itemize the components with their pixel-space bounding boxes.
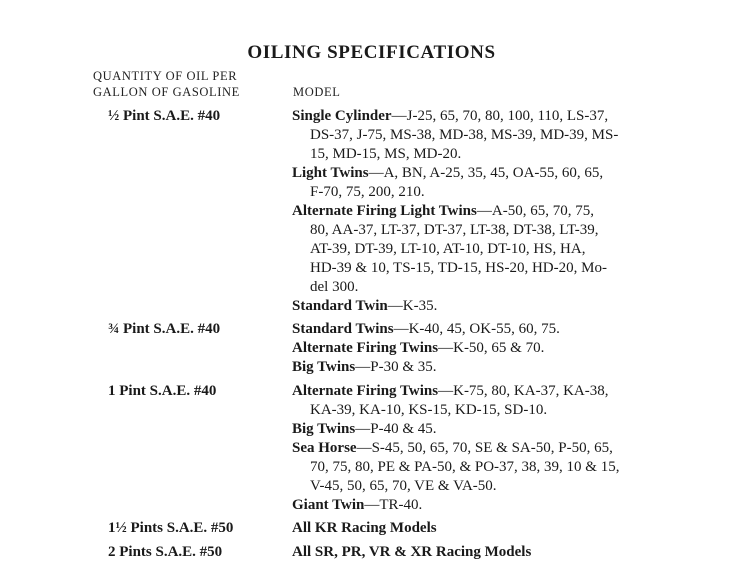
model-line: HD-39 & 10, TS-15, TD-15, HS-20, HD-20, Mo-: [310, 260, 607, 276]
model-numbers: —P-40 & 45.: [355, 421, 437, 437]
model-line: [292, 382, 692, 401]
model-list: [292, 519, 692, 538]
oil-quantity: 1½ Pints S.A.E. #50: [108, 520, 234, 536]
model-line: V-45, 50, 65, 70, VE & VA-50.: [310, 478, 497, 494]
model-entry: [292, 297, 692, 316]
model-numbers: —S-45, 50, 65, 70, SE & SA-50, P-50, 65,: [356, 440, 613, 456]
model-entry: [292, 164, 692, 202]
model-numbers: —A, BN, A-25, 35, 45, OA-55, 60, 65,: [368, 165, 604, 181]
page-title: OILING SPECIFICATIONS: [247, 42, 496, 63]
model-family-label: All SR, PR, VR & XR Racing Models: [292, 544, 532, 560]
model-line: [292, 543, 692, 562]
model-line: [292, 439, 692, 458]
model-family-label: All KR Racing Models: [292, 520, 437, 536]
model-entry: [292, 202, 692, 297]
model-line: [292, 420, 692, 439]
model-family-label: Big Twins: [292, 421, 356, 437]
model-family-label: Standard Twins: [292, 321, 394, 337]
model-numbers: —P-30 & 35.: [355, 359, 437, 375]
model-line: [292, 164, 692, 183]
model-numbers: —A-50, 65, 70, 75,: [476, 203, 594, 219]
model-family-label: Alternate Firing Twins: [292, 383, 439, 399]
oil-quantity: ¾ Pint S.A.E. #40: [108, 321, 221, 337]
model-line: DS-37, J-75, MS-38, MD-38, MS-39, MD-39, MS-: [310, 127, 619, 143]
quantity-column-header: [93, 68, 240, 100]
model-family-label: Standard Twin: [292, 298, 388, 314]
quantity-header-line-1: QUANTITY OF OIL PER: [93, 69, 238, 83]
model-numbers: —K-50, 65 & 70.: [438, 340, 545, 356]
model-entry: [292, 543, 692, 562]
oil-quantity: 2 Pints S.A.E. #50: [108, 544, 223, 560]
model-line: [292, 202, 692, 221]
model-family-label: Alternate Firing Light Twins: [292, 203, 477, 219]
model-line: [292, 358, 692, 377]
model-line: [292, 297, 692, 316]
model-line: [292, 519, 692, 538]
model-line: KA-39, KA-10, KS-15, KD-15, SD-10.: [310, 402, 548, 418]
model-family-label: Single Cylinder: [292, 108, 392, 124]
model-numbers: —TR-40.: [364, 497, 423, 513]
model-line: AT-39, DT-39, LT-10, AT-10, DT-10, HS, HA,: [310, 241, 586, 257]
model-line: 70, 75, 80, PE & PA-50, & PO-37, 38, 39, 10 & 15,: [310, 459, 620, 475]
model-numbers: —J-25, 65, 70, 80, 100, 110, LS-37,: [391, 108, 609, 124]
model-line: del 300.: [310, 279, 359, 295]
model-numbers: —K-75, 80, KA-37, KA-38,: [438, 383, 609, 399]
model-line: [292, 107, 692, 126]
oil-quantity: ½ Pint S.A.E. #40: [108, 108, 221, 124]
model-entry: [292, 358, 692, 377]
model-entry: [292, 107, 692, 164]
quantity-header-line-2: GALLON OF GASOLINE: [93, 85, 240, 99]
model-line: 80, AA-37, LT-37, DT-37, LT-38, DT-38, LT-39,: [310, 222, 599, 238]
model-family-label: Big Twins: [292, 359, 356, 375]
model-list: [292, 543, 692, 562]
model-entry: [292, 519, 692, 538]
model-family-label: Light Twins: [292, 165, 369, 181]
model-line: [292, 339, 692, 358]
model-family-label: Giant Twin: [292, 497, 365, 513]
model-entry: [292, 439, 692, 496]
model-entry: [292, 420, 692, 439]
model-entry: [292, 339, 692, 358]
model-line: [292, 496, 692, 515]
model-list: [292, 107, 692, 316]
model-line: [292, 320, 692, 339]
oil-quantity: 1 Pint S.A.E. #40: [108, 383, 217, 399]
model-family-label: Alternate Firing Twins: [292, 340, 439, 356]
model-line: F-70, 75, 200, 210.: [310, 184, 425, 200]
model-family-label: Sea Horse: [292, 440, 357, 456]
model-column-header: MODEL: [293, 85, 341, 99]
model-entry: [292, 496, 692, 515]
model-numbers: —K-40, 45, OK-55, 60, 75.: [393, 321, 560, 337]
model-entry: [292, 320, 692, 339]
model-list: [292, 320, 692, 377]
model-numbers: —K-35.: [387, 298, 438, 314]
model-entry: [292, 382, 692, 420]
model-line: 15, MD-15, MS, MD-20.: [310, 146, 462, 162]
model-list: [292, 382, 692, 515]
